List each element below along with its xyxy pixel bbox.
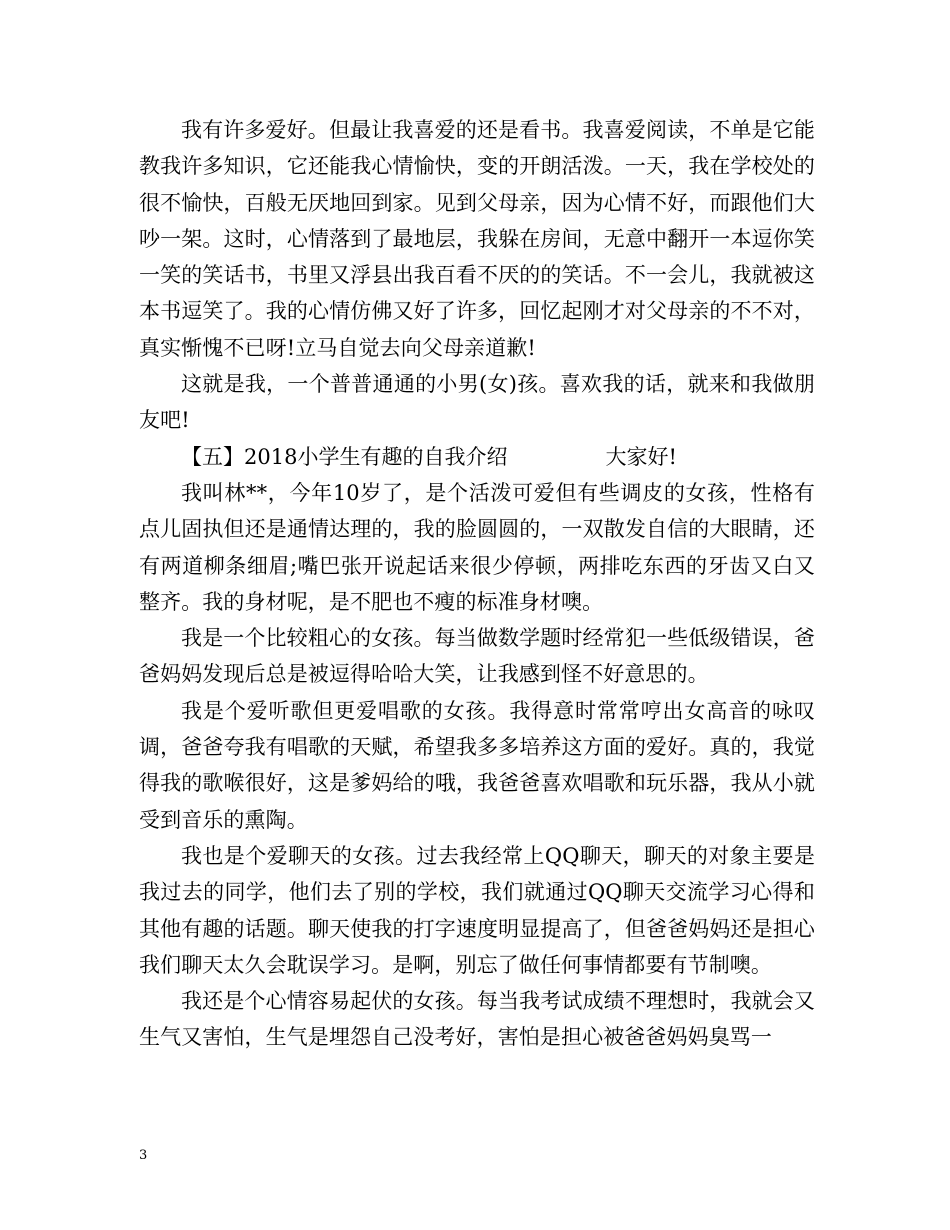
section-title: 【五】2018小学生有趣的自我介绍 bbox=[181, 444, 508, 469]
paragraph-hobby-reading: 我有许多爱好。但最让我喜爱的还是看书。我喜爱阅读，不单是它能教我许多知识，它还能我心情愉快，变的开朗活泼。一天，我在学校处的很不愉快，百般无厌地回到家。见到父母亲，因为心情不好，而跟他们大吵一架。这时，心情落到了最地层，我躲在房间，无意中翻开一本逗你笑一笑的笑话书，书里又浮县出我百看不厌的的笑话。不一会儿，我就被这本书逗笑了。我的心情仿佛又好了许多，回忆起刚才对父母亲的不不对，真实惭愧不已呀!立马自觉去向父母亲道歉! bbox=[139, 118, 815, 360]
page-number: 3 bbox=[139, 1148, 148, 1163]
document-body bbox=[139, 112, 815, 1056]
paragraph-mood: 我还是个心情容易起伏的女孩。每当我考试成绩不理想时，我就会又生气又害怕，生气是埋怨自己没考好，害怕是担心被爸爸妈妈臭骂一 bbox=[139, 989, 815, 1050]
paragraph-closing: 这就是我，一个普普通通的小男(女)孩。喜欢我的话，就来和我做朋友吧! bbox=[139, 372, 815, 433]
paragraph-careless: 我是一个比较粗心的女孩。每当做数学题时经常犯一些低级错误，爸爸妈妈发现后总是被逗得哈哈大笑，让我感到怪不好意思的。 bbox=[139, 626, 815, 687]
paragraph-chatting: 我也是个爱聊天的女孩。过去我经常上QQ聊天，聊天的对象主要是我过去的同学，他们去了别的学校，我们就通过QQ聊天交流学习心得和其他有趣的话题。聊天使我的打字速度明显提高了，但爸爸妈妈还是担心我们聊天太久会耽误学习。是啊，别忘了做任何事情都要有节制噢。 bbox=[139, 843, 815, 977]
paragraph-singing: 我是个爱听歌但更爱唱歌的女孩。我得意时常常哼出女高音的咏叹调，爸爸夸我有唱歌的天赋，希望我多多培养这方面的爱好。真的，我觉得我的歌喉很好，这是爹妈给的哦，我爸爸喜欢唱歌和玩乐器，我从小就受到音乐的熏陶。 bbox=[139, 698, 815, 832]
paragraph-self-description: 我叫林**，今年10岁了，是个活泼可爱但有些调皮的女孩，性格有点儿固执但还是通情达理的，我的脸圆圆的，一双散发自信的大眼睛，还有两道柳条细眉;嘴巴张开说起话来很少停顿，两排吃东西的牙齿又白又整齐。我的身材呢，是不肥也不瘦的标准身材噢。 bbox=[139, 480, 815, 614]
section-heading bbox=[139, 439, 815, 475]
section-greeting: 大家好! bbox=[605, 444, 677, 469]
